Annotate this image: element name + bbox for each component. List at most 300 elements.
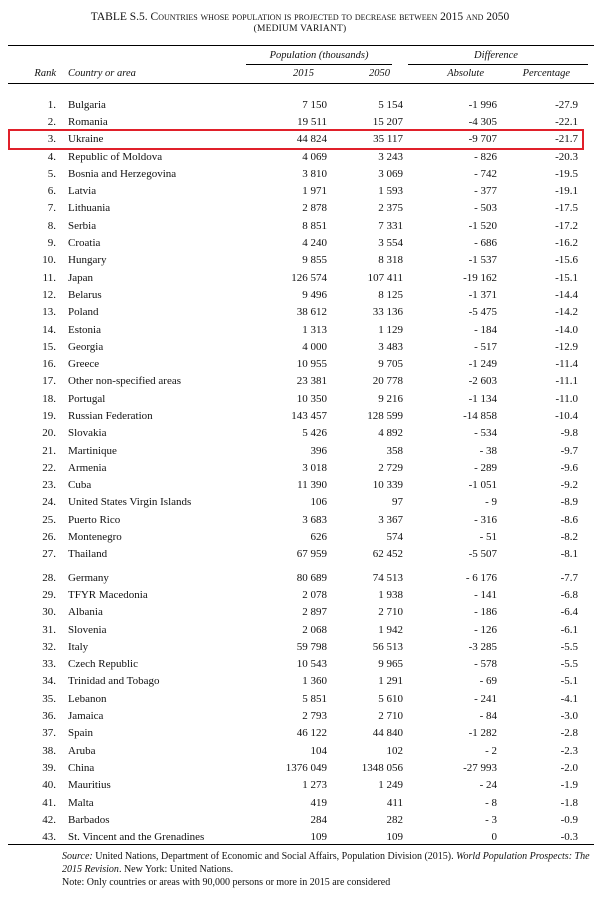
row-pop-2050: 8 125 (378, 288, 403, 301)
row-rank: 34. (42, 675, 56, 688)
row-absolute: - 241 (474, 692, 497, 705)
row-rank: 24. (42, 496, 56, 509)
table-row (0, 638, 578, 655)
row-rank: 14. (42, 323, 56, 336)
row-rank: 5. (47, 167, 56, 180)
row-absolute: - 38 (479, 444, 497, 457)
row-absolute: - 686 (474, 237, 497, 250)
row-absolute: - 51 (479, 531, 497, 544)
table-row (0, 338, 578, 355)
row-pop-2050: 107 411 (367, 271, 403, 284)
table-row (0, 511, 578, 528)
row-percentage: -17.5 (555, 202, 578, 215)
row-percentage: -8.2 (560, 531, 578, 544)
header-2015: 2015 (293, 68, 314, 79)
row-absolute: - 517 (474, 340, 497, 353)
row-pop-2050: 3 243 (378, 150, 403, 163)
row-country: Bulgaria (68, 98, 106, 111)
row-pop-2015: 4 000 (302, 340, 327, 353)
row-country: Spain (68, 727, 94, 740)
row-percentage: -8.1 (560, 548, 578, 561)
row-rank: 20. (42, 427, 56, 440)
row-pop-2050: 128 599 (367, 409, 403, 422)
row-pop-2050: 1 249 (378, 779, 403, 792)
row-rank: 29. (42, 588, 56, 601)
population-table (0, 96, 578, 846)
row-pop-2050: 5 154 (378, 98, 403, 111)
table-row (0, 604, 578, 621)
row-rank: 35. (42, 692, 56, 705)
row-pop-2015: 3 810 (302, 167, 327, 180)
difference-subrule (408, 64, 588, 65)
row-pop-2050: 10 339 (372, 479, 403, 492)
population-subrule (246, 64, 392, 65)
row-absolute: -1 537 (468, 254, 497, 267)
row-absolute: - 126 (474, 623, 497, 636)
row-pop-2050: 74 513 (372, 571, 403, 584)
row-rank: 37. (42, 727, 56, 740)
row-rank: 23. (42, 479, 56, 492)
row-pop-2050: 1 938 (378, 588, 403, 601)
row-percentage: -2.0 (560, 761, 578, 774)
row-country: Aruba (68, 744, 96, 757)
row-absolute: - 186 (474, 606, 497, 619)
row-percentage: -4.1 (560, 692, 578, 705)
row-pop-2015: 11 390 (297, 479, 327, 492)
header-percentage: Percentage (522, 68, 570, 79)
row-rank: 15. (42, 340, 56, 353)
table-row (0, 690, 578, 707)
row-pop-2050: 15 207 (372, 115, 403, 128)
table-row (0, 252, 578, 269)
row-country: Trinidad and Tobago (68, 675, 160, 688)
row-percentage: -0.9 (560, 813, 578, 826)
row-pop-2050: 97 (392, 496, 403, 509)
row-percentage: -6.4 (560, 606, 578, 619)
row-rank: 6. (47, 185, 56, 198)
row-pop-2015: 7 150 (302, 98, 327, 111)
row-country: Barbados (68, 813, 110, 826)
row-pop-2015: 19 511 (297, 115, 327, 128)
row-percentage: -5.1 (560, 675, 578, 688)
row-rank: 38. (42, 744, 56, 757)
row-rank: 8. (47, 219, 56, 232)
row-country: St. Vincent and the Grenadines (68, 831, 205, 844)
row-country: Malta (68, 796, 94, 809)
row-pop-2015: 10 955 (296, 358, 327, 371)
row-pop-2050: 3 367 (378, 513, 403, 526)
row-pop-2015: 1 360 (302, 675, 327, 688)
row-country: Bosnia and Herzegovina (68, 167, 177, 180)
row-rank: 1. (47, 98, 56, 111)
row-pop-2050: 102 (386, 744, 403, 757)
row-pop-2050: 2 375 (378, 202, 403, 215)
row-pop-2015: 4 240 (302, 237, 327, 250)
source-note (62, 850, 592, 876)
source-tail: . New York: United Nations. (118, 864, 234, 875)
row-country: TFYR Macedonia (68, 588, 148, 601)
table-row (0, 707, 578, 724)
row-percentage: -11.1 (555, 375, 578, 388)
row-country: Germany (68, 571, 109, 584)
row-percentage: -19.1 (555, 185, 578, 198)
row-percentage: -17.2 (555, 219, 578, 232)
table-row (0, 811, 578, 828)
row-absolute: -1 134 (468, 392, 497, 405)
row-country: Albania (68, 606, 103, 619)
row-pop-2015: 23 381 (296, 375, 327, 388)
row-country: Czech Republic (68, 658, 138, 671)
row-rank: 43. (42, 831, 56, 844)
row-rank: 19. (42, 409, 56, 422)
row-percentage: -22.1 (555, 115, 578, 128)
row-percentage: -2.8 (560, 727, 578, 740)
row-rank: 10. (42, 254, 56, 267)
table-row (0, 286, 578, 303)
table-row (0, 321, 578, 338)
table-row (0, 528, 578, 545)
table-row (0, 182, 578, 199)
row-absolute: - 84 (479, 710, 497, 723)
row-country: Latvia (68, 185, 97, 198)
row-pop-2015: 2 793 (302, 710, 327, 723)
row-rank: 13. (42, 306, 56, 319)
row-pop-2015: 109 (310, 831, 327, 844)
table-row (0, 656, 578, 673)
row-absolute: - 2 (485, 744, 497, 757)
table-row (0, 673, 578, 690)
row-country: Lebanon (68, 692, 107, 705)
row-pop-2015: 59 798 (296, 640, 327, 653)
row-rank: 9. (47, 237, 56, 250)
row-percentage: -9.2 (560, 479, 578, 492)
row-country: Portugal (68, 392, 106, 405)
row-rank: 39. (42, 761, 56, 774)
ukraine-highlight-box (8, 129, 584, 150)
table-row (0, 148, 578, 165)
row-country: Slovakia (68, 427, 107, 440)
row-percentage: -9.7 (560, 444, 578, 457)
row-pop-2050: 411 (386, 796, 403, 809)
row-percentage: -20.3 (555, 150, 578, 163)
row-rank: 28. (42, 571, 56, 584)
table-row (0, 777, 578, 794)
row-rank: 27. (42, 548, 56, 561)
row-pop-2015: 2 078 (302, 588, 327, 601)
row-country: Lithuania (68, 202, 111, 215)
row-pop-2050: 62 452 (372, 548, 403, 561)
table-row (0, 355, 578, 372)
row-rank: 4. (47, 150, 56, 163)
row-absolute: -1 051 (468, 479, 497, 492)
row-absolute: -27 993 (463, 761, 497, 774)
row-percentage: -8.6 (560, 513, 578, 526)
table-row (0, 546, 578, 563)
row-percentage: -1.8 (560, 796, 578, 809)
row-pop-2050: 282 (386, 813, 403, 826)
row-percentage: -27.9 (555, 98, 578, 111)
row-percentage: -5.5 (560, 658, 578, 671)
row-percentage: -14.4 (555, 288, 578, 301)
header-difference: Difference (474, 50, 518, 61)
row-pop-2050: 1 942 (378, 623, 403, 636)
row-absolute: -1 249 (468, 358, 497, 371)
row-pop-2015: 396 (310, 444, 327, 457)
row-pop-2050: 3 554 (378, 237, 403, 250)
row-absolute: - 9 (485, 496, 497, 509)
footnote: Note: Only countries or areas with 90,000 persons or more in 2015 are considered (62, 877, 391, 888)
row-rank: 21. (42, 444, 56, 457)
row-pop-2050: 9 216 (378, 392, 403, 405)
row-pop-2015: 104 (310, 744, 327, 757)
row-pop-2015: 1376 049 (285, 761, 327, 774)
row-pop-2050: 2 710 (378, 606, 403, 619)
table-row (0, 586, 578, 603)
row-country: Georgia (68, 340, 104, 353)
row-absolute: -1 371 (468, 288, 497, 301)
row-rank: 16. (42, 358, 56, 371)
row-pop-2015: 3 683 (302, 513, 327, 526)
row-pop-2015: 419 (310, 796, 327, 809)
row-pop-2015: 9 855 (302, 254, 327, 267)
table-row (0, 390, 578, 407)
row-pop-2050: 9 965 (378, 658, 403, 671)
row-absolute: - 377 (474, 185, 497, 198)
row-absolute: -5 507 (468, 548, 497, 561)
row-country: China (68, 761, 95, 774)
row-absolute: - 24 (479, 779, 497, 792)
row-pop-2050: 1 291 (378, 675, 403, 688)
row-country: Republic of Moldova (68, 150, 163, 163)
row-pop-2015: 3 018 (302, 461, 327, 474)
row-rank: 17. (42, 375, 56, 388)
row-pop-2050: 574 (386, 531, 403, 544)
table-row (0, 407, 578, 424)
header-population: Population (thousands) (269, 50, 369, 61)
row-pop-2050: 4 892 (378, 427, 403, 440)
row-pop-2050: 35 117 (373, 133, 403, 146)
row-country: Russian Federation (68, 409, 153, 422)
row-absolute: - 826 (474, 150, 497, 163)
row-pop-2050: 2 729 (378, 461, 403, 474)
row-rank: 32. (42, 640, 56, 653)
row-country: Japan (68, 271, 94, 284)
row-absolute: - 8 (485, 796, 497, 809)
row-rank: 42. (42, 813, 56, 826)
row-pop-2015: 80 689 (296, 571, 327, 584)
row-country: Montenegro (68, 531, 122, 544)
row-pop-2015: 67 959 (296, 548, 327, 561)
table-body (0, 96, 578, 846)
row-pop-2015: 1 273 (302, 779, 327, 792)
row-percentage: -12.9 (555, 340, 578, 353)
table-row (0, 96, 578, 113)
row-rank: 18. (42, 392, 56, 405)
row-percentage: -9.8 (560, 427, 578, 440)
row-pop-2050: 8 318 (378, 254, 403, 267)
row-rank: 3. (47, 133, 56, 146)
row-absolute: - 578 (474, 658, 497, 671)
row-absolute: - 503 (474, 202, 497, 215)
row-rank: 11. (42, 271, 56, 284)
table-row (0, 477, 578, 494)
row-absolute: - 3 (485, 813, 497, 826)
row-pop-2050: 56 513 (372, 640, 403, 653)
row-rank: 26. (42, 531, 56, 544)
row-pop-2015: 10 543 (296, 658, 327, 671)
row-pop-2015: 10 350 (296, 392, 327, 405)
row-pop-2015: 143 457 (291, 409, 327, 422)
row-rank: 31. (42, 623, 56, 636)
row-pop-2050: 358 (386, 444, 403, 457)
bottom-rule (8, 844, 594, 845)
row-rank: 41. (42, 796, 56, 809)
row-country: Croatia (68, 237, 101, 250)
row-pop-2050: 44 840 (372, 727, 403, 740)
row-absolute: -9 707 (468, 133, 497, 146)
table-row (0, 725, 578, 742)
row-pop-2050: 33 136 (372, 306, 403, 319)
row-absolute: - 316 (474, 513, 497, 526)
row-country: Ukraine (68, 133, 104, 146)
table-row (0, 304, 578, 321)
table-row (0, 200, 578, 217)
row-pop-2050: 7 331 (378, 219, 403, 232)
row-pop-2015: 5 426 (302, 427, 327, 440)
row-country: Estonia (68, 323, 101, 336)
row-pop-2050: 20 778 (372, 375, 403, 388)
row-absolute: - 141 (474, 588, 497, 601)
header-rank: Rank (34, 68, 56, 79)
table-row (0, 742, 578, 759)
table-row (0, 269, 578, 286)
row-pop-2015: 126 574 (291, 271, 327, 284)
header-2050: 2050 (369, 68, 390, 79)
row-country: Slovenia (68, 623, 107, 636)
row-absolute: -1 282 (468, 727, 497, 740)
row-absolute: -14 858 (463, 409, 497, 422)
table-title-text: Countries whose population is projected to decrease between 2015 and 2050 (150, 11, 510, 23)
header-country: Country or area (68, 68, 136, 79)
row-pop-2015: 9 496 (302, 288, 327, 301)
row-percentage: -11.0 (555, 392, 578, 405)
row-rank: 36. (42, 710, 56, 723)
row-country: Armenia (68, 461, 107, 474)
row-pop-2050: 1 593 (378, 185, 403, 198)
row-country: Belarus (68, 288, 102, 301)
row-rank: 25. (42, 513, 56, 526)
table-row (0, 563, 578, 586)
table-row (0, 794, 578, 811)
row-percentage: -15.1 (555, 271, 578, 284)
row-pop-2015: 5 851 (302, 692, 327, 705)
row-absolute: -2 603 (468, 375, 497, 388)
row-rank: 22. (42, 461, 56, 474)
row-country: Italy (68, 640, 89, 653)
table-row (0, 621, 578, 638)
source-label: Source: (62, 851, 93, 862)
row-rank: 12. (42, 288, 56, 301)
row-pop-2015: 46 122 (296, 727, 327, 740)
row-percentage: -1.9 (560, 779, 578, 792)
row-absolute: -1 520 (468, 219, 497, 232)
row-pop-2015: 1 971 (302, 185, 327, 198)
row-percentage: -3.0 (560, 710, 578, 723)
row-absolute: - 534 (474, 427, 497, 440)
row-country: Jamaica (68, 710, 104, 723)
row-pop-2050: 1 129 (378, 323, 403, 336)
table-row (0, 165, 578, 182)
row-absolute: -1 996 (468, 98, 497, 111)
row-pop-2015: 106 (310, 496, 327, 509)
row-percentage: -16.2 (555, 237, 578, 250)
table-title (0, 10, 600, 24)
row-percentage: -7.7 (560, 571, 578, 584)
row-percentage: -0.3 (560, 831, 578, 844)
row-pop-2050: 3 069 (378, 167, 403, 180)
row-absolute: - 742 (474, 167, 497, 180)
row-rank: 40. (42, 779, 56, 792)
row-percentage: -11.4 (555, 358, 578, 371)
row-country: Romania (68, 115, 108, 128)
row-country: Poland (68, 306, 99, 319)
table-row (0, 759, 578, 776)
row-absolute: 0 (491, 831, 497, 844)
source-title: World Population Prospects: The 2015 Revision (62, 851, 590, 875)
row-country: Other non-specified areas (68, 375, 182, 388)
row-pop-2015: 2 897 (302, 606, 327, 619)
table-subtitle: (MEDIUM VARIANT) (253, 24, 347, 34)
row-country: Mauritius (68, 779, 111, 792)
row-country: Serbia (68, 219, 97, 232)
table-row (0, 459, 578, 476)
row-rank: 2. (47, 115, 56, 128)
header-rule (8, 83, 594, 84)
header-absolute: Absolute (447, 68, 484, 79)
table-row (0, 373, 578, 390)
row-absolute: - 289 (474, 461, 497, 474)
row-country: Puerto Rico (68, 513, 121, 526)
row-country: United States Virgin Islands (68, 496, 192, 509)
row-pop-2050: 3 483 (378, 340, 403, 353)
row-pop-2015: 2 878 (302, 202, 327, 215)
row-absolute: - 69 (479, 675, 497, 688)
row-percentage: -6.1 (560, 623, 578, 636)
row-pop-2015: 44 824 (296, 133, 327, 146)
row-percentage: -8.9 (560, 496, 578, 509)
row-absolute: -5 475 (468, 306, 497, 319)
row-percentage: -14.0 (555, 323, 578, 336)
row-absolute: -3 285 (468, 640, 497, 653)
table-row (0, 494, 578, 511)
table-row (0, 234, 578, 251)
row-rank: 30. (42, 606, 56, 619)
row-percentage: -10.4 (555, 409, 578, 422)
row-absolute: - 184 (474, 323, 497, 336)
row-percentage: -15.6 (555, 254, 578, 267)
row-pop-2050: 1348 056 (361, 761, 403, 774)
row-pop-2015: 1 313 (302, 323, 327, 336)
row-pop-2015: 284 (310, 813, 327, 826)
row-country: Martinique (68, 444, 117, 457)
row-percentage: -2.3 (560, 744, 578, 757)
table-row (0, 425, 578, 442)
row-pop-2015: 38 612 (296, 306, 327, 319)
row-absolute: -19 162 (463, 271, 497, 284)
row-percentage: -9.6 (560, 461, 578, 474)
row-absolute: - 6 176 (465, 571, 497, 584)
row-rank: 7. (47, 202, 56, 215)
